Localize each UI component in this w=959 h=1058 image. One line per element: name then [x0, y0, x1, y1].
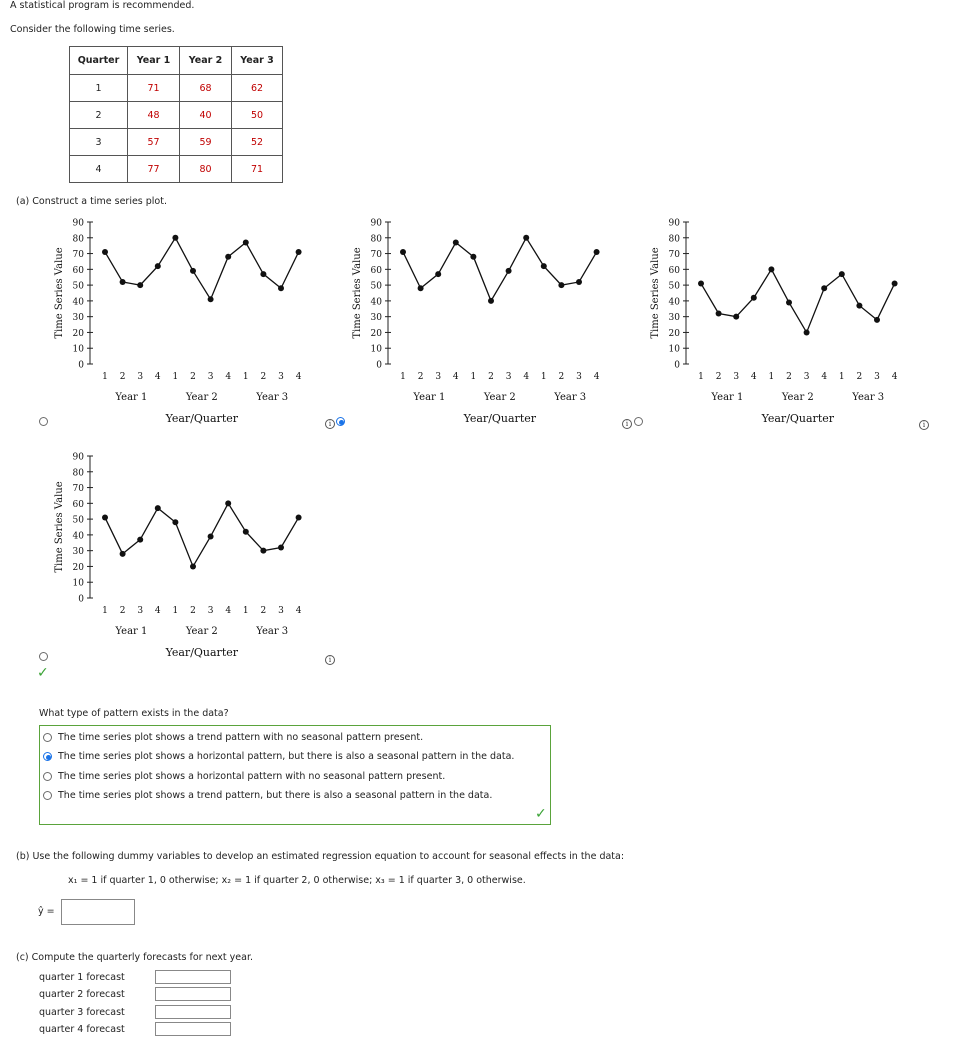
data-point — [821, 285, 827, 291]
forecast-input-q4[interactable] — [155, 1022, 231, 1036]
x-tick-label: 1 — [698, 372, 704, 382]
y-tick-label: 90 — [72, 218, 84, 229]
part-a-prompt: (a) Construct a time series plot. — [16, 196, 167, 207]
y-tick-label: 20 — [72, 562, 84, 573]
y-tick-label: 50 — [72, 515, 84, 526]
data-point — [120, 279, 126, 285]
correct-check-icon: ✓ — [535, 806, 547, 822]
x-tick-label: 3 — [207, 372, 214, 382]
data-point — [716, 311, 722, 317]
y-tick-label: 40 — [72, 531, 84, 542]
y-tick-label: 70 — [668, 250, 680, 261]
data-point — [892, 281, 898, 287]
y-axis-label: Time Series Value — [352, 247, 363, 339]
info-icon[interactable]: i — [919, 420, 929, 430]
data-point — [102, 515, 108, 521]
x-tick-label: 2 — [190, 372, 196, 382]
x-tick-label: 1 — [768, 372, 775, 382]
data-point — [172, 519, 178, 525]
x-tick-label: 3 — [137, 372, 144, 382]
y-tick-label: 0 — [78, 594, 84, 605]
table-cell: 77 — [128, 156, 180, 183]
data-point — [137, 537, 143, 543]
data-point — [190, 563, 196, 569]
data-point — [768, 266, 774, 272]
table-cell: 48 — [128, 102, 180, 129]
x-tick-label: 2 — [715, 372, 722, 382]
data-point — [856, 303, 862, 309]
x-tick-label: 1 — [838, 372, 845, 382]
data-point — [751, 295, 757, 301]
pattern-option-2-label: The time series plot shows a horizontal pattern, but there is also a seasonal pattern in the data. — [58, 751, 515, 762]
x-tick-label: 4 — [154, 606, 161, 616]
data-point — [453, 240, 459, 246]
y-tick-label: 70 — [72, 484, 84, 495]
data-point — [804, 329, 810, 335]
data-point — [786, 299, 792, 305]
year-label: Year 2 — [483, 392, 516, 403]
table-row — [70, 129, 283, 156]
y-tick-label: 70 — [72, 250, 84, 261]
data-point — [698, 281, 704, 287]
data-point — [243, 529, 249, 535]
x-tick-label: 2 — [786, 372, 792, 382]
x-tick-label: 2 — [558, 372, 565, 382]
table-cell: 1 — [70, 75, 128, 102]
part-b-prompt: (b) Use the following dummy variables to develop an estimated regression equation to account for seasonal effects in the data: — [16, 851, 625, 862]
time-series-plot-option-2 — [338, 212, 628, 432]
data-point — [278, 285, 284, 291]
x-tick-label: 2 — [190, 606, 196, 616]
y-tick-label: 10 — [72, 344, 84, 355]
table-cell: 57 — [128, 129, 180, 156]
table-cell: 59 — [180, 129, 232, 156]
x-tick-label: 3 — [207, 606, 214, 616]
y-tick-label: 90 — [668, 218, 680, 229]
data-point — [523, 235, 529, 241]
x-axis-label: Year/Quarter — [165, 412, 239, 425]
x-tick-label: 1 — [242, 606, 249, 616]
table-cell: 68 — [180, 75, 232, 102]
info-icon[interactable]: i — [622, 419, 632, 429]
chart-option-4-radio[interactable] — [39, 652, 48, 661]
info-icon[interactable]: i — [325, 419, 335, 429]
chart-option-3-radio[interactable] — [634, 417, 643, 426]
pattern-option-4-radio[interactable] — [43, 791, 52, 800]
y-tick-label: 20 — [72, 328, 84, 339]
x-tick-label: 2 — [417, 372, 424, 382]
header-year-3: Year 3 — [232, 47, 283, 75]
table-cell: 2 — [70, 102, 128, 129]
time-series-table — [69, 46, 283, 183]
data-point — [576, 279, 582, 285]
y-tick-label: 40 — [72, 297, 84, 308]
x-tick-label: 3 — [733, 372, 740, 382]
forecast-input-q1[interactable] — [155, 970, 231, 984]
y-tick-label: 80 — [72, 234, 84, 245]
y-tick-label: 10 — [72, 578, 84, 589]
y-tick-label: 40 — [668, 297, 680, 308]
data-point — [296, 515, 302, 521]
x-tick-label: 1 — [172, 372, 179, 382]
data-point — [190, 268, 196, 274]
data-point — [102, 249, 108, 255]
year-label: Year 3 — [554, 392, 587, 403]
table-cell: 40 — [180, 102, 232, 129]
data-point — [839, 271, 845, 277]
x-tick-label: 1 — [102, 372, 108, 382]
y-tick-label: 20 — [668, 328, 680, 339]
x-tick-label: 2 — [856, 372, 863, 382]
data-point — [172, 235, 178, 241]
data-point — [225, 254, 231, 260]
chart-option-1-radio[interactable] — [39, 417, 48, 426]
table-row — [70, 102, 283, 129]
x-tick-label: 4 — [821, 372, 828, 382]
data-point — [594, 249, 600, 255]
x-tick-label: 4 — [225, 606, 232, 616]
x-tick-label: 3 — [435, 372, 442, 382]
y-tick-label: 60 — [370, 265, 382, 276]
x-tick-label: 3 — [576, 372, 582, 382]
forecast-label-q1: quarter 1 forecast — [39, 972, 125, 983]
x-tick-label: 4 — [154, 372, 161, 382]
x-tick-label: 3 — [278, 606, 284, 616]
regression-equation-input[interactable] — [61, 899, 135, 925]
y-tick-label: 80 — [72, 468, 84, 479]
y-tick-label: 60 — [668, 265, 680, 276]
x-tick-label: 4 — [295, 372, 302, 382]
data-point — [260, 548, 266, 554]
y-tick-label: 90 — [370, 218, 382, 229]
series-line — [701, 269, 895, 332]
x-tick-label: 4 — [452, 372, 459, 382]
year-label: Year 3 — [852, 392, 885, 403]
yhat-label: ŷ = — [38, 906, 55, 917]
y-tick-label: 0 — [376, 360, 382, 371]
year-label: Year 1 — [413, 392, 446, 403]
table-cell: 71 — [232, 156, 283, 183]
pattern-option-3-radio[interactable] — [43, 772, 52, 781]
year-label: Year 1 — [115, 392, 148, 403]
x-tick-label: 2 — [119, 606, 126, 616]
x-tick-label: 1 — [102, 606, 108, 616]
data-point — [155, 505, 161, 511]
data-point — [225, 500, 231, 506]
forecast-input-q2[interactable] — [155, 987, 231, 1001]
pattern-option-4-label: The time series plot shows a trend pattern, but there is also a seasonal pattern in the data. — [58, 790, 493, 801]
y-tick-label: 80 — [370, 234, 382, 245]
forecast-label-q4: quarter 4 forecast — [39, 1024, 125, 1035]
x-tick-label: 2 — [260, 372, 267, 382]
series-line — [105, 238, 299, 300]
pattern-question: What type of pattern exists in the data? — [39, 708, 229, 719]
pattern-option-1-radio[interactable] — [43, 733, 52, 742]
part-c-prompt: (c) Compute the quarterly forecasts for next year. — [16, 952, 254, 963]
y-tick-label: 90 — [72, 452, 84, 463]
series-line — [105, 503, 299, 566]
x-axis-label: Year/Quarter — [463, 412, 537, 425]
y-tick-label: 10 — [668, 344, 680, 355]
x-tick-label: 3 — [278, 372, 284, 382]
x-tick-label: 4 — [891, 372, 898, 382]
y-tick-label: 60 — [72, 265, 84, 276]
data-point — [260, 271, 266, 277]
data-point — [418, 285, 424, 291]
y-tick-label: 50 — [370, 281, 382, 292]
x-tick-label: 1 — [242, 372, 249, 382]
data-point — [541, 263, 547, 269]
year-label: Year 1 — [711, 392, 744, 403]
program-note: A statistical program is recommended. — [10, 0, 195, 11]
y-tick-label: 0 — [78, 360, 84, 371]
instruction-text: Consider the following time series. — [10, 24, 175, 35]
forecast-label-q3: quarter 3 forecast — [39, 1007, 125, 1018]
x-tick-label: 2 — [119, 372, 126, 382]
data-point — [488, 298, 494, 304]
x-tick-label: 4 — [225, 372, 232, 382]
y-axis-label: Time Series Value — [650, 247, 661, 339]
data-point — [874, 317, 880, 323]
data-point — [435, 271, 441, 277]
data-point — [470, 254, 476, 260]
time-series-plot-option-3 — [636, 212, 926, 432]
x-tick-label: 1 — [470, 372, 477, 382]
table-cell: 4 — [70, 156, 128, 183]
y-tick-label: 40 — [370, 297, 382, 308]
data-point — [208, 533, 214, 539]
table-cell: 50 — [232, 102, 283, 129]
x-axis-label: Year/Quarter — [165, 646, 239, 659]
y-tick-label: 50 — [668, 281, 680, 292]
x-tick-label: 1 — [400, 372, 406, 382]
table-cell: 71 — [128, 75, 180, 102]
x-tick-label: 3 — [137, 606, 144, 616]
pattern-option-2-radio[interactable] — [43, 752, 52, 761]
y-tick-label: 60 — [72, 499, 84, 510]
series-line — [403, 238, 597, 301]
data-point — [137, 282, 143, 288]
data-point — [155, 263, 161, 269]
y-axis-label: Time Series Value — [54, 481, 65, 573]
data-point — [278, 545, 284, 551]
y-tick-label: 30 — [370, 313, 382, 324]
time-series-plot-option-1 — [40, 212, 330, 432]
year-label: Year 3 — [256, 392, 289, 403]
y-tick-label: 80 — [668, 234, 680, 245]
year-label: Year 2 — [185, 392, 218, 403]
y-tick-label: 70 — [370, 250, 382, 261]
correct-check-icon: ✓ — [37, 665, 49, 681]
y-tick-label: 30 — [72, 313, 84, 324]
y-tick-label: 50 — [72, 281, 84, 292]
table-row — [70, 75, 283, 102]
data-point — [296, 249, 302, 255]
x-tick-label: 1 — [540, 372, 547, 382]
x-tick-label: 3 — [505, 372, 512, 382]
data-point — [733, 314, 739, 320]
year-label: Year 1 — [115, 626, 148, 637]
y-axis-label: Time Series Value — [54, 247, 65, 339]
forecast-label-q2: quarter 2 forecast — [39, 989, 125, 1000]
y-tick-label: 30 — [668, 313, 680, 324]
year-label: Year 2 — [781, 392, 814, 403]
data-point — [558, 282, 564, 288]
forecast-input-q3[interactable] — [155, 1005, 231, 1019]
time-series-plot-option-4 — [40, 446, 330, 666]
x-tick-label: 3 — [803, 372, 810, 382]
year-label: Year 2 — [185, 626, 218, 637]
header-year-1: Year 1 — [128, 47, 180, 75]
x-tick-label: 4 — [295, 606, 302, 616]
pattern-option-1-label: The time series plot shows a trend pattern with no seasonal pattern present. — [58, 732, 424, 743]
x-tick-label: 2 — [260, 606, 267, 616]
y-tick-label: 0 — [674, 360, 680, 371]
table-cell: 3 — [70, 129, 128, 156]
x-tick-label: 4 — [523, 372, 530, 382]
header-year-2: Year 2 — [180, 47, 232, 75]
dummy-variable-definitions: x₁ = 1 if quarter 1, 0 otherwise; x₂ = 1 if quarter 2, 0 otherwise; x₃ = 1 if quarter 3, 0 otherwise. — [68, 875, 526, 886]
x-tick-label: 4 — [593, 372, 600, 382]
table-cell: 80 — [180, 156, 232, 183]
header-quarter: Quarter — [70, 47, 128, 75]
table-row — [70, 156, 283, 183]
y-tick-label: 30 — [72, 547, 84, 558]
data-point — [506, 268, 512, 274]
x-tick-label: 1 — [172, 606, 179, 616]
table-cell: 62 — [232, 75, 283, 102]
data-point — [400, 249, 406, 255]
x-tick-label: 4 — [750, 372, 757, 382]
data-point — [208, 296, 214, 302]
data-point — [120, 551, 126, 557]
data-point — [243, 240, 249, 246]
y-tick-label: 10 — [370, 344, 382, 355]
table-cell: 52 — [232, 129, 283, 156]
y-tick-label: 20 — [370, 328, 382, 339]
year-label: Year 3 — [256, 626, 289, 637]
info-icon[interactable]: i — [325, 655, 335, 665]
x-tick-label: 3 — [874, 372, 880, 382]
x-tick-label: 2 — [488, 372, 494, 382]
x-axis-label: Year/Quarter — [761, 412, 835, 425]
pattern-option-3-label: The time series plot shows a horizontal pattern with no seasonal pattern present. — [58, 771, 446, 782]
chart-option-2-radio[interactable] — [336, 417, 345, 426]
